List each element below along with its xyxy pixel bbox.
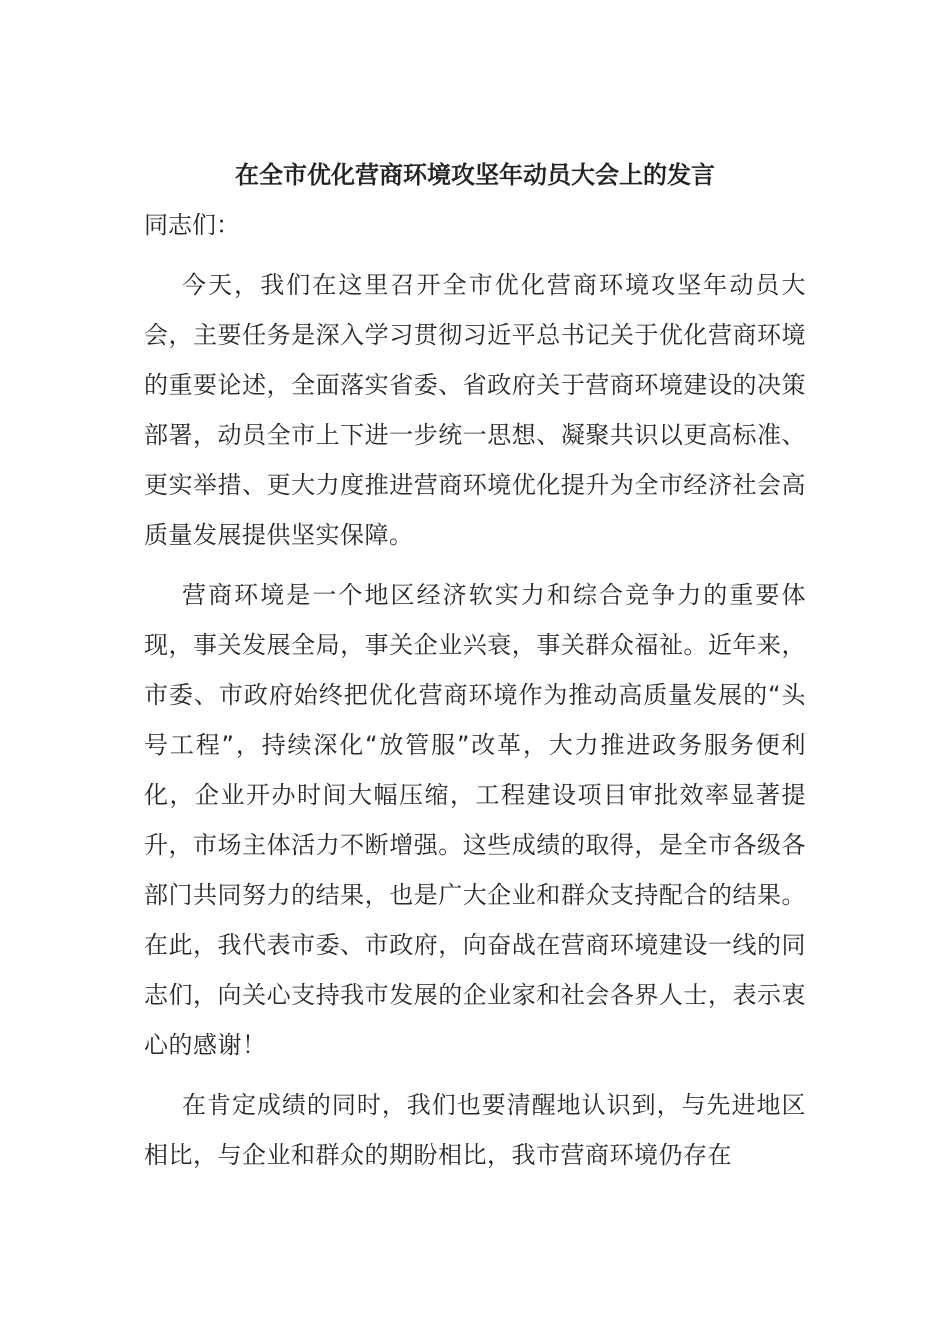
salutation: 同志们： bbox=[144, 211, 240, 239]
paragraph-1: 今天，我们在这里召开全市优化营商环境攻坚年动员大会，主要任务是深入学习贯彻习近平总书记关于优化营商环境的重要论述，全面落实省委、省政府关于营商环境建设的决策部署，动员全市上下进一步统一思想、凝聚共识以更高标准、更实举措、更大力度推进营商环境优化提升为全市经济社会高质量发展提供坚实保障。 bbox=[144, 271, 806, 549]
page-title: 在全市优化营商环境攻坚年动员大会上的发言 bbox=[235, 161, 715, 189]
document-body bbox=[144, 150, 806, 1190]
paragraph-2: 营商环境是一个地区经济软实力和综合竞争力的重要体现，事关发展全局，事关企业兴衰，事关群众福祉。近年来，市委、市政府始终把优化营商环境作为推动高质量发展的“头号工程”，持续深化“放管服”改革，大力推进政务服务便利化，企业开办时间大幅压缩，工程建设项目审批效率显著提升，市场主体活力不断增强。这些成绩的取得，是全市各级各部门共同努力的结果，也是广大企业和群众支持配合的结果。在此，我代表市委、市政府，向奋战在营商环境建设一线的同志们，向关心支持我市发展的企业家和社会各界人士，表示衷心的感谢！ bbox=[144, 581, 806, 1059]
paragraph-3: 在肯定成绩的同时，我们也要清醒地认识到，与先进地区相比，与企业和群众的期盼相比，我市营商环境仍存在 bbox=[144, 1091, 806, 1169]
